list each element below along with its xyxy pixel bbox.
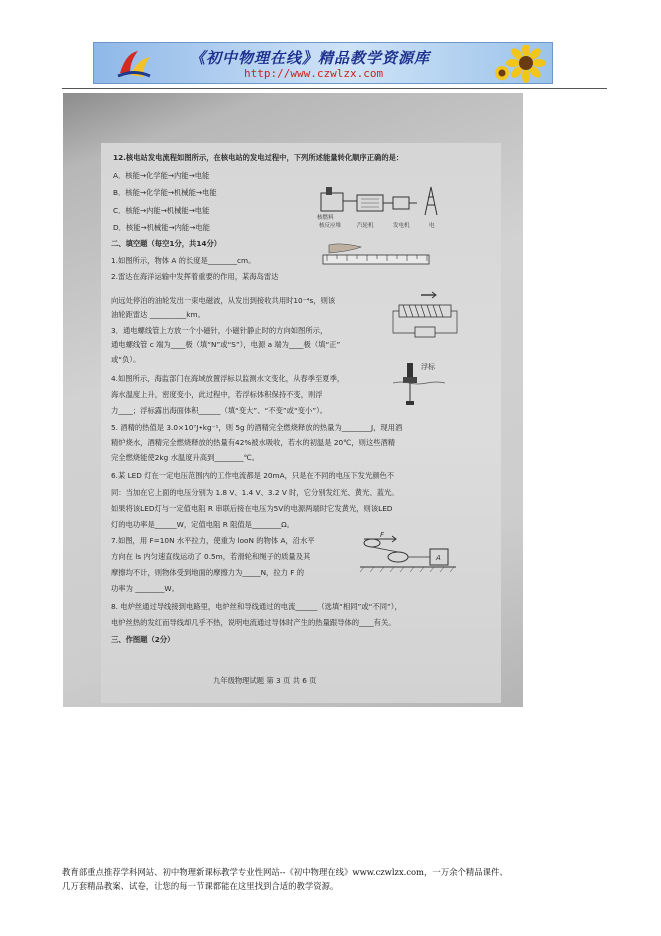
ruler-figure (321, 243, 433, 271)
fill-q6-line2: 同：当加在它上面的电压分别为 1.8 V、1.4 V、3.2 V 时，它分别发红光、黄光、蓝光。 (111, 488, 399, 497)
nuclear-label-electricity: 电 (429, 223, 435, 229)
pulley-block-label: A (436, 554, 441, 562)
fill-q3-line3: 或“负）。 (111, 355, 141, 364)
fill-q5-line1: 5. 酒精的热值是 3.0×10⁷J•kg⁻¹，则 5g 的酒精完全燃烧释放的热量为________J，现用酒 (111, 423, 403, 432)
fill-q2-line3: 油轮距雷达 __________km。 (111, 310, 205, 319)
footer-line-1: 教育部重点推荐学科网站、初中物理新课标教学专业性网站--《初中物理在线》www.czwlzx.com，一万余个精品课件、 (62, 867, 508, 877)
footer-line-2: 几万套精品教案、试卷，让您的每一节课都能在这里找到合适的教学资源。 (62, 881, 339, 891)
fill-q4-line2: 海水温度上升，密度变小，此过程中，若浮标体积保持不变，则浮 (111, 390, 323, 399)
fill-q1: 1.如图所示，物体 A 的长度是________cm。 (111, 256, 256, 265)
q12-option-d: D．核能→机械能→内能→电能 (113, 223, 210, 232)
nuclear-label-generator: 发电机 (393, 223, 410, 229)
sunflower-icon (492, 45, 548, 83)
fill-q3-line2: 通电螺线管 c 端为____极（填“N”或“S”），电源 a 端为____极（填“正” (111, 340, 341, 349)
fill-q8-line2: 电炉丝热的发红而导线却几乎不热，说明电流通过导体时产生的热量跟导体的____有关。 (111, 618, 396, 627)
fill-q4-line3: 力____；浮标露出海面体积______（填“变大”、“不变”或“变小”）。 (111, 406, 328, 415)
buoy-label: 浮标 (421, 363, 435, 371)
banner-url[interactable]: http://www.czwlzx.com (244, 67, 384, 80)
fill-q4-line1: 4.如图所示，海监部门在海域放置浮标以监测水文变化，从春季至夏季， (111, 374, 345, 383)
fill-q2-line2: 向远处停泊的油轮发出一束电磁波，从发出到接收共用时10⁻⁴s，则该 (111, 296, 336, 305)
header-divider (62, 88, 607, 89)
exam-photo (63, 93, 523, 707)
pulley-force-label: F (380, 531, 385, 539)
banner-title: 《初中物理在线》精品教学资源库 (190, 49, 431, 67)
fill-q8-line1: 8. 电炉丝通过导线接到电路里，电炉丝和导线通过的电流______（选填“相同”或“不同”）， (111, 602, 402, 611)
site-logo-icon (116, 49, 152, 79)
nuclear-label-fuel: 核燃料 (317, 215, 334, 221)
fill-q5-line2: 精炉烧水，酒精完全燃烧释放的热量有42%被水吸收，若水的初温是 20℃，则这些酒精 (111, 438, 396, 447)
header-banner (93, 42, 553, 84)
fill-q7-line3: 摩擦均不计，则物体受到地面的摩擦力为_____N，拉力 F 的 (111, 568, 305, 577)
q12-option-c: C．核能→内能→机械能→电能 (113, 206, 210, 215)
pulley-figure (358, 529, 458, 575)
nuclear-label-turbine: 汽轮机 (357, 223, 374, 229)
fill-q5-line3: 完全燃烧能使2kg 水温度升高到________℃。 (111, 453, 260, 462)
q12-option-b: B．核能→化学能→机械能→电能 (113, 188, 217, 197)
fill-q6-line4: 灯的电功率是______W，定值电阻 R 阻值是________Ω。 (111, 520, 295, 529)
fill-q6-line3: 如果将该LED灯与一定值电阻 R 串联后接在电压为5V的电源两端时它发黄光，则该LED (111, 504, 393, 513)
section-drawing-heading: 三、作图题（2分） (111, 635, 175, 644)
solenoid-figure (391, 289, 459, 343)
fill-q3-line1: 3．通电螺线管上方放一个小磁针，小磁针静止时的方向如图所示， (111, 326, 328, 335)
buoy-figure (393, 359, 463, 409)
fill-q7-line2: 方向在 ls 内匀速直线运动了 0.5m，若滑轮和绳子的质量及其 (111, 552, 311, 561)
fill-q7-line1: 7.如图，用 F=10N 水平拉力，使重为 looN 的物体 A，沿水平 (111, 536, 315, 545)
fill-q6-line1: 6.某 LED 灯在一定电压范围内的工作电流都是 20mA，只是在不同的电压下发光颜色不 (111, 471, 395, 480)
nuclear-plant-figure (313, 185, 463, 231)
q12-option-a: A．核能→化学能→内能→电能 (113, 171, 210, 180)
fill-q2-line1: 2.雷达在海洋运输中发挥着重要的作用，某海岛雷达 (111, 272, 279, 281)
fill-q7-line4: 功率为 ________W。 (111, 584, 179, 593)
nuclear-label-reactor: 核反应堆 (319, 223, 342, 229)
exam-page-footer: 九年级物理试题 第 3 页 共 6 页 (213, 676, 317, 685)
q12-stem: 12.核电站发电流程如图所示，在核电站的发电过程中，下列所述能量转化顺序正确的是： (113, 153, 404, 162)
section-fill-blank-heading: 二、填空题（每空1分，共14分） (111, 239, 222, 248)
